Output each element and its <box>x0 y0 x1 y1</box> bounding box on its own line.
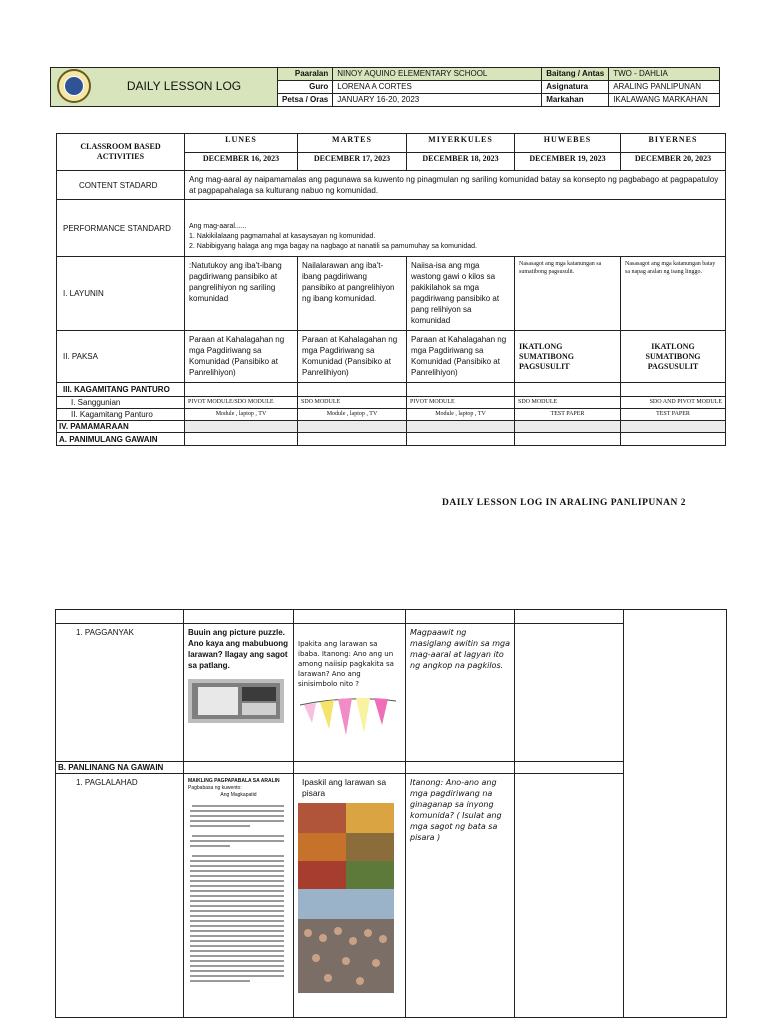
cba-label: CLASSROOM BASED ACTIVITIES <box>57 134 185 171</box>
value-paaralan: NINOY AQUINO ELEMENTARY SCHOOL <box>333 68 542 81</box>
paksa-label: II. PAKSA <box>57 331 185 383</box>
story-doc-title: MAIKLING PAGPAPABALA SA ARALIN <box>188 778 280 784</box>
paglalahad-question-cell: Itanong: Ano-ano ang mga pagdiriwang na ginaganap sa inyong komunida? ( Isulat ang mga sagot ng bata sa pisara ) <box>406 774 515 1018</box>
value-markahan: IKALAWANG MARKAHAN <box>609 94 720 107</box>
day-header: HUWEBES <box>515 134 621 153</box>
sanggunian-cell: PIVOT MODULE <box>407 397 515 409</box>
content-standard-label: CONTENT STADARD <box>57 171 185 200</box>
pagganyak-cell <box>184 624 294 762</box>
label-petsa: Petsa / Oras <box>278 94 333 107</box>
pagganyak-cell: Magpaawit ng masiglang awitin sa mga mag-aaral at lagyan ito ng angkop na pagkilos. <box>406 624 515 762</box>
story-doc-subtitle: Pagbabasa ng kuwento: <box>188 785 242 791</box>
layunin-cell: :Natutukoy ang iba't-ibang pagdiriwang pansibiko at pangrelihiyon ng sariling komunidad <box>185 257 298 331</box>
value-asignatura: ARALING PANLIPUNAN <box>609 81 720 94</box>
kagamitang-cell: TEST PAPER <box>515 409 621 421</box>
paksa-cell: Paraan at Kahalagahan ng mga Pagdiriwang sa Komunidad (Pansibiko at Panrelihiyon) <box>185 331 298 383</box>
value-guro: LORENA A CORTES <box>333 81 542 94</box>
kagamitang-cell: Module , laptop , TV <box>298 409 407 421</box>
layunin-cell: Nailalarawan ang iba't-ibang pagdiriwang pansibiko at pangrelihiyon ng ibang komunidad. <box>298 257 407 331</box>
lesson-table-continued <box>55 609 727 1018</box>
layunin-label: I. LAYUNIN <box>57 257 185 331</box>
performance-line: 2. Nabibigyang halaga ang mga bagay na nagbago at nanatili sa pamumuhay sa komunidad. <box>189 243 477 250</box>
kagamitan-label: III. KAGAMITANG PANTURO <box>57 383 185 397</box>
date-header: DECEMBER 18, 2023 <box>407 153 515 171</box>
logo-cell <box>51 68 278 107</box>
paksa-cell: IKATLONG SUMATIBONG PAGSUSULIT <box>621 331 726 383</box>
paksa-cell: Paraan at Kahalagahan ng mga Pagdiriwang sa Komunidad (Pansibiko at Panrelihiyon) <box>407 331 515 383</box>
panlinang-label: B. PANLINANG NA GAWAIN <box>56 762 184 774</box>
deped-seal-icon <box>57 69 91 103</box>
label-paaralan: Paaralan <box>278 68 333 81</box>
layunin-cell: Naiisa-isa ang mga wastong gawi o kilos sa pakikilahok sa mga pagdiriwang pansibiko at pang relihiyon sa komunidad <box>407 257 515 331</box>
pagganyak-label: 1. PAGGANYAK <box>56 624 184 762</box>
performance-standard-text <box>185 200 726 257</box>
kagamitang-cell: TEST PAPER <box>621 409 726 421</box>
picture-puzzle-image <box>188 679 284 723</box>
sanggunian-label: I. Sanggunian <box>57 397 185 409</box>
performance-line: Ang mag-aaral...... <box>189 223 247 230</box>
dll-title: DAILY LESSON LOG <box>126 78 242 93</box>
festival-photos-cell <box>294 774 406 1018</box>
value-petsa: JANUARY 16-20, 2023 <box>333 94 542 107</box>
performance-standard-label: PERFORMANCE STANDARD <box>57 200 185 257</box>
date-header: DECEMBER 17, 2023 <box>298 153 407 171</box>
paksa-cell: Paraan at Kahalagahan ng mga Pagdiriwang sa Komunidad (Pansibiko at Panrelihiyon) <box>298 331 407 383</box>
layunin-cell: Nasasagot ang mga katanungan sa sumatibong pagsusulit. <box>515 257 621 331</box>
performance-line: 1. Nakikilalaang pagmamahal at kasaysayan ng komunidad. <box>189 233 376 240</box>
content-standard-text: Ang mag-aaral ay naipamamalas ang pagunawa sa kuwento ng pinagmulan ng sariling komunidad batay sa konsepto ng pagbabago at pagpapatuloy at pagpapahalaga sa kulturang nabuo ng komunidad. <box>185 171 726 200</box>
header-table <box>50 67 720 107</box>
label-guro: Guro <box>278 81 333 94</box>
date-header: DECEMBER 20, 2023 <box>621 153 726 171</box>
sanggunian-cell: SDO MODULE <box>298 397 407 409</box>
value-baitang: TWO - DAHLIA <box>609 68 720 81</box>
lesson-table <box>56 133 726 446</box>
date-header: DECEMBER 16, 2023 <box>185 153 298 171</box>
label-asignatura: Asignatura <box>542 81 609 94</box>
paksa-cell: IKATLONG SUMATIBONG PAGSUSULIT <box>515 331 621 383</box>
kagamitang-cell: Module , laptop , TV <box>407 409 515 421</box>
sanggunian-cell: SDO AND PIVOT MODULE <box>621 397 726 409</box>
story-document-cell <box>184 774 294 1018</box>
day-header: LUNES <box>185 134 298 153</box>
panimulang-label: A. PANIMULANG GAWAIN <box>57 433 185 446</box>
day-header: MIYERKULES <box>407 134 515 153</box>
blank-column <box>624 610 727 1018</box>
label-baitang: Baitang / Antas <box>542 68 609 81</box>
label-markahan: Markahan <box>542 94 609 107</box>
sanggunian-cell: SDO MODULE <box>515 397 621 409</box>
pagganyak-text: Ipakita ang larawan sa ibaba. Itanong: Ano ang un among naiisip pagkakita sa larawan? Ano ang sinisimbolo nito ? <box>298 640 394 688</box>
festival-photos-image <box>298 803 394 993</box>
kagamitang-panturo-label: II. Kagamitang Panturo <box>57 409 185 421</box>
footer-title: DAILY LESSON LOG IN ARALING PANLIPUNAN 2 <box>442 498 686 508</box>
bunting-flags-image <box>298 693 398 749</box>
pagganyak-text: Buuin ang picture puzzle. Ano kaya ang mabubuong larawan? Ilagay ang sagot sa patlang. <box>188 628 289 670</box>
date-header: DECEMBER 19, 2023 <box>515 153 621 171</box>
day-header: MARTES <box>298 134 407 153</box>
day-header: BIYERNES <box>621 134 726 153</box>
story-text-image <box>188 803 288 993</box>
pagganyak-cell <box>294 624 406 762</box>
paglalahad-instruction: Ipaskil ang larawan sa pisara <box>302 777 387 798</box>
paglalahad-label: 1. PAGLALAHAD <box>56 774 184 1018</box>
layunin-cell: Nasasagot ang mga katanungan batay sa napag aralan ng isang linggo. <box>621 257 726 331</box>
kagamitang-cell: Module , laptop , TV <box>185 409 298 421</box>
pamamaraan-label: IV. PAMAMARAAN <box>57 421 185 433</box>
story-doc-heading: Ang Magkapatid <box>220 792 257 798</box>
sanggunian-cell: PIVOT MODULE/SDO MODULE <box>185 397 298 409</box>
